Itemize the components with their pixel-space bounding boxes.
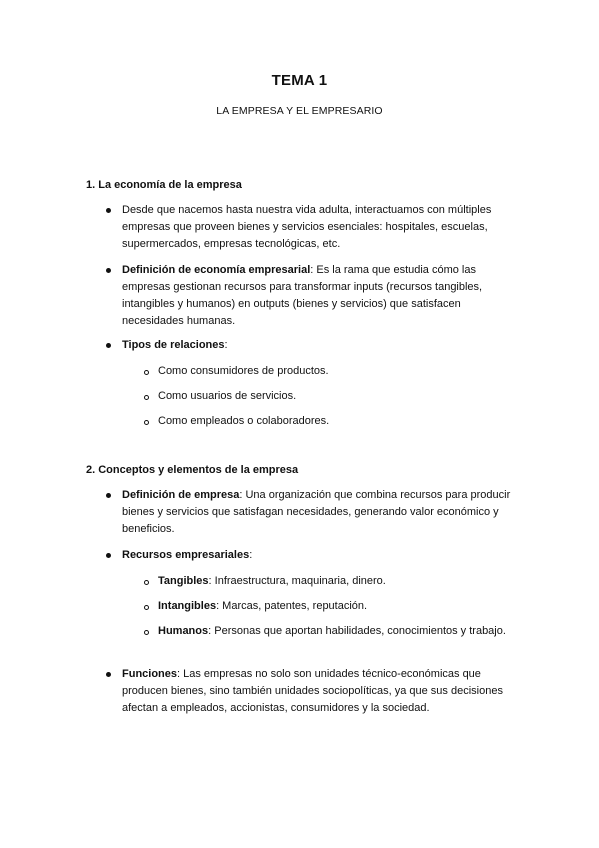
bullet-circle-icon [144, 370, 149, 375]
sub-list-item-term: Humanos [158, 625, 209, 637]
list-item [122, 666, 522, 717]
list-item-term: Definición de economía empresarial [122, 264, 311, 276]
list-item-term: Recursos empresariales [122, 549, 250, 561]
list-item [122, 337, 522, 354]
list-item [122, 262, 522, 330]
sub-list-item [158, 388, 528, 405]
list-item-term: Funciones [122, 668, 178, 680]
sub-list-item-text: : Infraestructura, maquinaria, dinero. [208, 575, 386, 587]
list-item-text: : Es la rama que estudia cómo las empresas gestionan recursos para transformar inputs (recursos tangibles, intangibles y humanos) en outputs (bienes y servicios) que satisfacen necesidades humanas. [122, 264, 483, 327]
document-subtitle: LA EMPRESA Y EL EMPRESARIO [216, 105, 383, 117]
bullet-dot-icon [106, 493, 111, 498]
list-item [122, 487, 522, 538]
list-item-term: Definición de empresa [122, 489, 240, 501]
list-item-text: : Una organización que combina recursos para producir bienes y servicios que satisfagan necesidades, generando valor económico y beneficios. [122, 489, 511, 535]
sub-list-item-text: Como empleados o colaboradores. [158, 415, 330, 427]
section-heading-2: 2. Conceptos y elementos de la empresa [86, 464, 299, 476]
list-item [122, 202, 522, 253]
list-item-text: : [224, 339, 228, 351]
list-item-text: : [249, 549, 253, 561]
sub-list-item-text: : Personas que aportan habilidades, conocimientos y trabajo. [208, 625, 506, 637]
list-item-text: Desde que nacemos hasta nuestra vida adulta, interactuamos con múltiples empresas que proveen bienes y servicios esenciales: hospitales, escuelas, supermercados, empresas tecnológicas, etc. [122, 204, 492, 250]
sub-list-item-text: : Marcas, patentes, reputación. [216, 600, 368, 612]
list-item-text: : Las empresas no solo son unidades técnico-económicas que producen bienes, sino también unidades sociopolíticas, ya que sus decisiones afectan a empleados, accionistas, consumidores y la sociedad. [122, 668, 503, 714]
sub-list-item [158, 598, 528, 615]
bullet-dot-icon [106, 268, 111, 273]
bullet-dot-icon [106, 553, 111, 558]
list-item [122, 547, 522, 564]
sub-list-item [158, 363, 528, 380]
sub-list-item [158, 413, 528, 430]
sub-list-item-term: Tangibles [158, 575, 209, 587]
bullet-dot-icon [106, 343, 111, 348]
sub-list-item-text: Como consumidores de productos. [158, 365, 329, 377]
bullet-dot-icon [106, 208, 111, 213]
bullet-circle-icon [144, 630, 149, 635]
bullet-circle-icon [144, 580, 149, 585]
bullet-circle-icon [144, 420, 149, 425]
sub-list-item [158, 623, 528, 640]
section-heading-1: 1. La economía de la empresa [86, 179, 242, 191]
sub-list-item-term: Intangibles [158, 600, 217, 612]
bullet-circle-icon [144, 605, 149, 610]
bullet-dot-icon [106, 672, 111, 677]
sub-list-item-text: Como usuarios de servicios. [158, 390, 297, 402]
bullet-circle-icon [144, 395, 149, 400]
sub-list-item [158, 573, 528, 590]
document-title: TEMA 1 [271, 72, 328, 89]
list-item-term: Tipos de relaciones [122, 339, 225, 351]
